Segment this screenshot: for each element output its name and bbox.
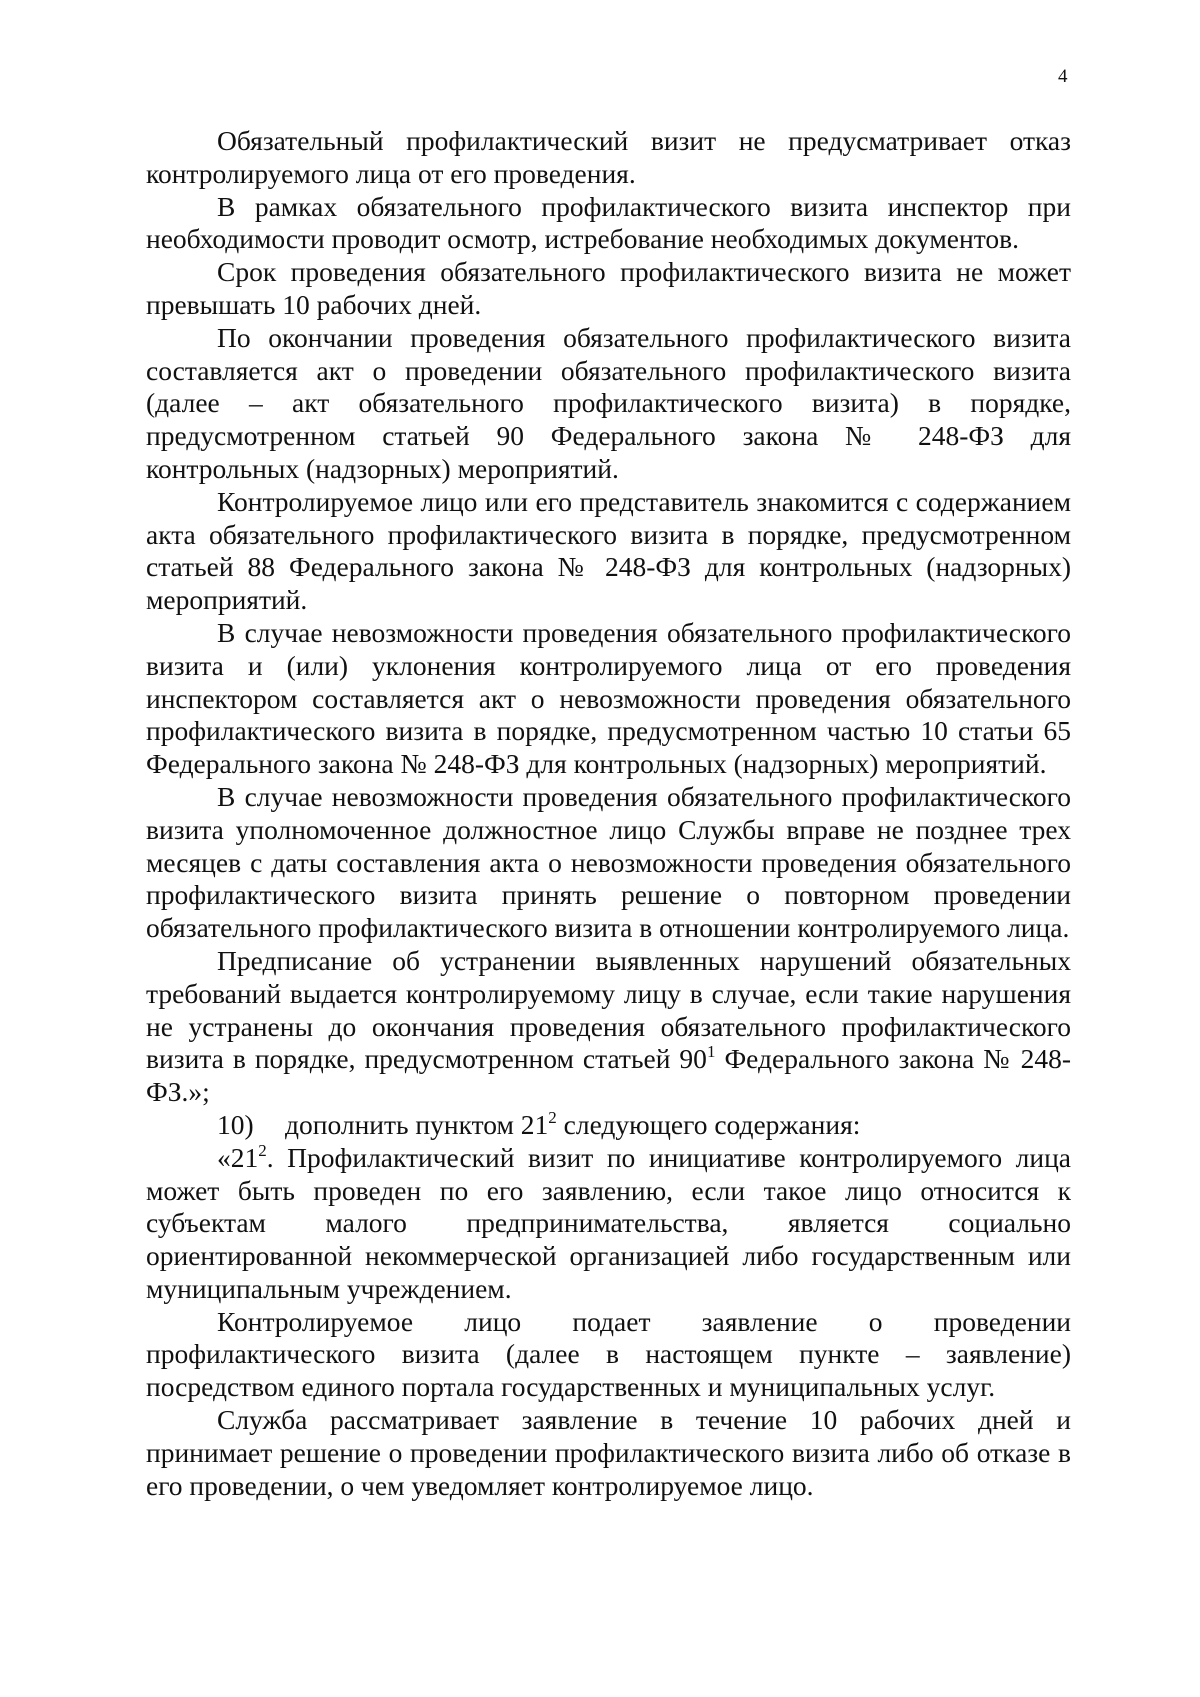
- paragraph-9: [146, 1306, 1071, 1404]
- paragraph-1-line-1: Обязательный профилактический визит не предусматривает отказ: [217, 125, 1071, 156]
- paragraph-4-line-2: составляется акт о проведении обязательного профилактического визита: [146, 354, 1071, 386]
- paragraph-6-line-6: (надзорных) мероприятий.: [733, 748, 1047, 780]
- paragraph-6-line-2: профилактического визита и (или) уклонения контролируемого лица от его: [146, 616, 1072, 681]
- paragraph-4-line-5: контрольных (надзорных) мероприятий.: [146, 452, 619, 484]
- paragraph-7: [146, 781, 1071, 945]
- clause-opening: «21: [217, 1141, 259, 1173]
- paragraph-6-line-4: обязательного профилактического визита в порядке, предусмотренном: [146, 682, 1072, 747]
- paragraph-4-line-3: (далее – акт обязательного профилактического визита) в порядке,: [146, 387, 1071, 419]
- clause-superscript: 2: [258, 1140, 267, 1160]
- paragraph-2: [146, 191, 1071, 257]
- paragraph-6-line-1: В случае невозможности проведения обязательного: [217, 616, 833, 648]
- paragraph-7-line-2: профилактического визита уполномоченное должностное лицо Службы: [146, 780, 1072, 845]
- footnote-superscript: 1: [706, 1042, 716, 1062]
- paragraph-2-line-1: В рамках обязательного профилактического визита инспектор при: [217, 190, 1071, 222]
- paragraph-3-line-1: Срок проведения обязательного профилактического визита не может: [217, 256, 1071, 288]
- paragraph-5-line-4: контрольных (надзорных) мероприятий.: [146, 551, 1072, 616]
- item-10: [146, 1109, 1071, 1142]
- item-10-text-tail: следующего содержания:: [556, 1108, 861, 1140]
- paragraph-9-line-2: профилактического визита (далее в настоящем пункте – заявление): [146, 1338, 1071, 1370]
- clause-line-3: субъектам малого предпринимательства, является социально: [146, 1207, 1071, 1239]
- item-10-text: дополнить пунктом 21: [285, 1108, 549, 1140]
- page-number: 4: [1058, 66, 1068, 87]
- paragraph-6: [146, 617, 1071, 781]
- clause-line-5: или муниципальным учреждением.: [146, 1240, 1072, 1304]
- paragraph-5-line-3: предусмотренном статьей 88 Федерального закона № 248-ФЗ для: [146, 518, 1072, 583]
- paragraph-7-line-3: вправе не позднее трех месяцев с даты составления акта о невозможности: [146, 813, 1071, 878]
- item-number: 10): [217, 1108, 254, 1140]
- paragraph-6-line-5: частью 10 статьи 65 Федерального закона № 248-ФЗ для контрольных: [146, 715, 1071, 780]
- paragraph-7-line-4: проведения обязательного профилактического визита принять решение о: [146, 846, 1072, 911]
- paragraph-5: [146, 486, 1071, 617]
- paragraph-7-line-5: повторном проведении обязательного профилактического визита в: [146, 879, 1072, 944]
- paragraph-8-line-5: Федерального закона № 248-ФЗ.»;: [146, 1043, 1071, 1108]
- clause-21-2: [146, 1142, 1071, 1306]
- paragraph-4: [146, 322, 1071, 486]
- paragraph-10-line-2: принимает решение о проведении профилактического визита либо об: [146, 1436, 970, 1468]
- paragraph-8-line-2: требований выдается контролируемому лицу в случае, если такие: [146, 977, 933, 1009]
- paragraph-8-line-3: нарушения не устранены до окончания проведения обязательного: [146, 977, 1072, 1042]
- paragraph-4-line-1: По окончании проведения обязательного профилактического визита: [217, 321, 1071, 353]
- paragraph-3: [146, 256, 1071, 322]
- paragraph-7-line-1: В случае невозможности проведения обязательного: [217, 780, 833, 812]
- paragraph-9-line-1: Контролируемое лицо подает заявление о проведении: [217, 1305, 1071, 1337]
- item-10-superscript: 2: [548, 1107, 557, 1127]
- clause-line-2: может быть проведен по его заявлению, если такое лицо относится к: [146, 1174, 1071, 1206]
- paragraph-8: [146, 945, 1071, 1109]
- paragraph-3-line-2: превышать 10 рабочих дней.: [146, 288, 482, 320]
- clause-line-1: . Профилактический визит по инициативе контролируемого лица: [266, 1141, 1071, 1173]
- paragraph-5-line-1: Контролируемое лицо или его представитель знакомится с: [217, 485, 909, 517]
- paragraph-4-line-4: предусмотренном статьей 90 Федерального закона № 248-ФЗ для: [146, 420, 1071, 452]
- paragraph-1-line-2: контролируемого лица от его проведения.: [146, 157, 636, 189]
- paragraph-6-line-3: проведения инспектором составляется акт о невозможности проведения: [146, 649, 1072, 714]
- paragraph-8-line-4: профилактического визита в порядке, предусмотренном статьей 90: [146, 1010, 1072, 1075]
- paragraph-10-line-1: Служба рассматривает заявление в течение 10 рабочих дней и: [217, 1404, 1071, 1436]
- document-body: [146, 125, 1071, 1502]
- paragraph-1: [146, 125, 1071, 191]
- paragraph-9-line-3: посредством единого портала государственных и муниципальных услуг.: [146, 1371, 996, 1403]
- clause-line-4: ориентированной некоммерческой организацией либо государственным: [146, 1240, 1015, 1272]
- paragraph-7-line-6: отношении контролируемого лица.: [659, 912, 1070, 944]
- paragraph-2-line-2: необходимости проводит осмотр, истребование необходимых документов.: [146, 223, 1019, 255]
- paragraph-10: [146, 1404, 1071, 1502]
- paragraph-5-line-2: содержанием акта обязательного профилактического визита в порядке,: [146, 485, 1071, 550]
- paragraph-8-line-1: Предписание об устранении выявленных нарушений обязательных: [217, 944, 1071, 976]
- paragraph-10-line-3: отказе в его проведении, о чем уведомляет контролируемое лицо.: [146, 1436, 1072, 1501]
